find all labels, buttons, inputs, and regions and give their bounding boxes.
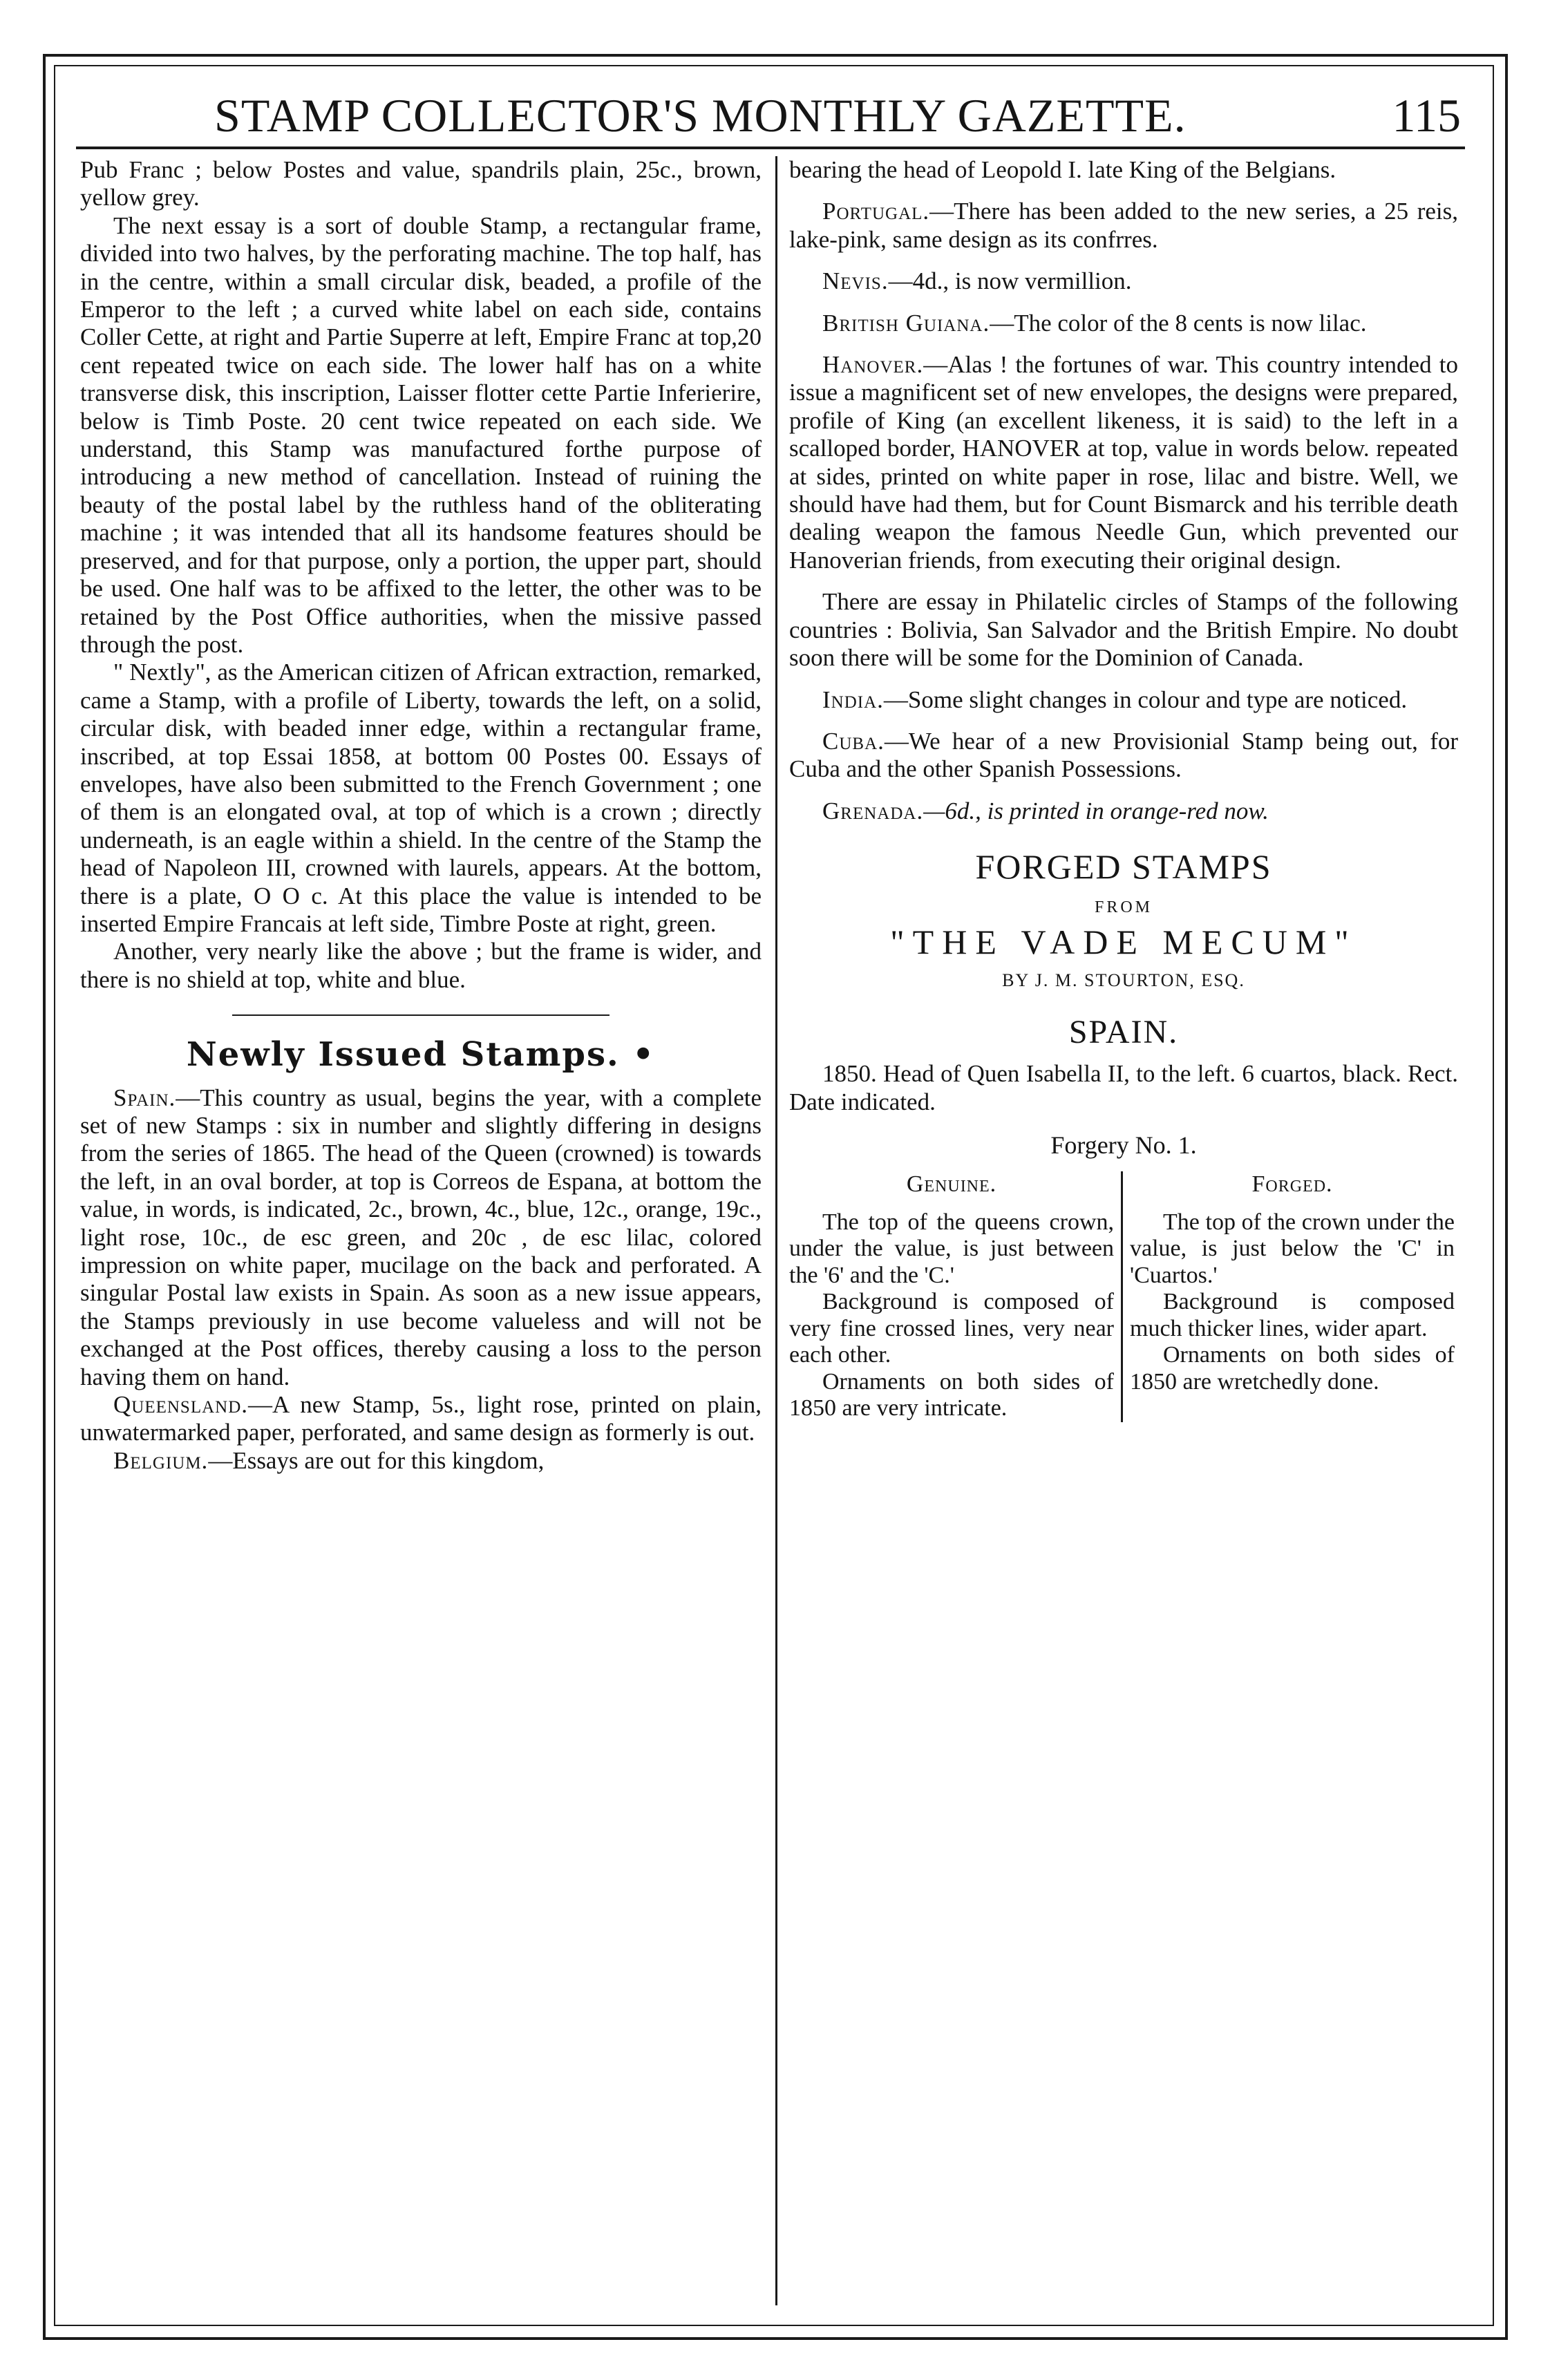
left-column: [80, 156, 762, 2292]
paragraph-double-stamp: The next essay is a sort of double Stamp, a rectangular frame, divided into two halves, by the perforating machine. The top half, has in the centre, within a small circular disk, beaded, a profile of the Emperor to the left ; a curved white label on each side, contains Coller Cette, at right and Partie Superre at left, Empire Franc at top,20 cent repeated twice on each side. The lower half has on a white transverse disk, this inscription, Laisser flotter cette Partie Inferierire, below is Timb Poste. 20 cent twice repeated on each side. We understand, this Stamp was manufactured forthe purpose of introducing a new method of cancellation. Instead of ruining the beauty of the postal label by the ruthless hand of the obliterating machine ; it was intended that all its handsome features should be preserved, and for that purpose, only a portion, the upper part, should be used. One half was to be affixed to the letter, the other was to be retained by the Post Office authorities, when the missive passed through the post.: [80, 211, 762, 658]
entry-india: [789, 686, 1458, 714]
entry-hanover: [789, 351, 1458, 574]
spain-1850-description: 1850. Head of Quen Isabella II, to the left. 6 cuartos, black. Rect. Date indicated.: [789, 1060, 1458, 1115]
genuine-point: The top of the queens crown, under the value, is just between the '6' and the 'C.': [789, 1209, 1114, 1288]
comparison-table: [789, 1171, 1458, 1422]
entry-label: India.: [822, 686, 884, 713]
entry-text: —4d., is now vermillion.: [888, 267, 1132, 295]
forged-column: [1130, 1171, 1455, 1422]
forged-point: Background is composed much thicker lines, wider apart.: [1130, 1289, 1455, 1341]
entry-text: —The color of the 8 cents is now lilac.: [990, 309, 1367, 337]
entry-text: —Alas ! the fortunes of war. This country intended to issue a magnificent set of new envelopes, the designs were prepared, profile of King (an excellent likeness, it is said) to the left in a scalloped border, HANOVER at top, value in words below. repeated at sides, printed on white paper in rose, lilac and bistre. Well, we should have had them, but for Count Bismarck and his terrible death dealing weapon the famous Needle Gun, which prevented our Hanoverian friends, from executing their original design.: [789, 351, 1458, 574]
entry-spain: [80, 1084, 762, 1391]
newly-issued-heading: Newly Issued Stamps. •: [186, 1035, 656, 1075]
genuine-point: Background is composed of very fine crossed lines, very near each other.: [789, 1289, 1114, 1368]
entry-belgium-continued: bearing the head of Leopold I. late King of the Belgians.: [789, 156, 1336, 183]
right-column: [789, 156, 1458, 2292]
entry-british-guiana: [789, 310, 1458, 337]
entry-portugal: [789, 198, 1458, 254]
section-rule: [232, 1014, 609, 1016]
column-divider: [775, 156, 777, 2305]
entry-label: Cuba.: [822, 727, 885, 755]
entry-grenada: [789, 797, 1458, 825]
header-rule: [76, 147, 1465, 149]
entry-text: —6d., is printed in orange-red now.: [923, 797, 1269, 824]
page-number: 115: [1392, 89, 1461, 142]
spain-heading: SPAIN.: [1068, 1013, 1179, 1050]
entry-label: Queensland.: [113, 1391, 249, 1419]
forgery-number: Forgery No. 1.: [1050, 1131, 1197, 1159]
paragraph-nextly: " Nextly", as the American citizen of African extraction, remarked, came a Stamp, with a profile of Liberty, towards the left, on a solid, circular disk, with beaded inner edge, within a rectangular frame, inscribed, at top Essai 1858, at bottom 00 Postes 00. Essays of envelopes, have also been submitted to the French Government ; one of them is an elongated oval, at top of which is a crown ; directly underneath, is an eagle within a shield. In the centre of the Stamp the head of Napoleon III, crowned with laurels, appears. At the bottom, there is a plate, O O c. At this place the value is intended to be inserted Empire Francais at left side, Timbre Poste at right, green.: [80, 659, 762, 937]
entry-label: British Guiana.: [822, 309, 990, 337]
genuine-column: [789, 1171, 1114, 1422]
entry-label: Nevis.: [822, 267, 889, 295]
entry-text: —Essays are out for this kingdom,: [208, 1446, 545, 1474]
journal-title: STAMP COLLECTOR'S MONTHLY GAZETTE.: [214, 89, 1187, 142]
forged-stamps-heading: FORGED STAMPS: [975, 847, 1272, 887]
entry-label: Grenada.: [822, 797, 924, 824]
forged-point: The top of the crown under the value, is just below the 'C' in 'Cuartos.': [1130, 1209, 1455, 1288]
paragraph-essays: There are essay in Philatelic circles of Stamps of the following countries : Bolivia, San Salvador and the British Empire. No doubt soon there will be some for the Dominion of Canada.: [789, 588, 1458, 672]
paragraph-pub-franc: Pub Franc ; below Postes and value, spandrils plain, 25c., brown, yellow grey.: [80, 156, 762, 211]
from-label: FROM: [1094, 898, 1153, 916]
entry-label: Portugal.: [822, 198, 930, 225]
vade-mecum-title: "THE VADE MECUM": [890, 922, 1357, 961]
running-header: [76, 83, 1465, 152]
comparison-divider: [1121, 1171, 1123, 1422]
entry-text: —We hear of a new Provisionial Stamp being out, for Cuba and the other Spanish Possessions.: [789, 727, 1458, 783]
entry-label: Belgium.: [113, 1446, 209, 1474]
forged-point: Ornaments on both sides of 1850 are wretchedly done.: [1130, 1342, 1455, 1395]
entry-text: —A new Stamp, 5s., light rose, printed on plain, unwatermarked paper, perforated, and same design as formerly is out.: [80, 1391, 762, 1446]
entry-text: —There has been added to the new series, a 25 reis, lake-pink, same design as its confrres.: [789, 198, 1458, 253]
entry-cuba: [789, 728, 1458, 784]
entry-label: Spain.: [113, 1084, 176, 1111]
entry-label: Hanover.: [822, 351, 924, 379]
forged-heading: Forged.: [1251, 1171, 1333, 1198]
author-byline: BY J. M. STOURTON, ESQ.: [1002, 970, 1245, 991]
entry-nevis: [789, 267, 1458, 295]
paragraph-another: Another, very nearly like the above ; but the frame is wider, and there is no shield at top, white and blue.: [80, 938, 762, 993]
genuine-heading: Genuine.: [906, 1171, 997, 1198]
genuine-point: Ornaments on both sides of 1850 are very intricate.: [789, 1368, 1114, 1422]
entry-text: —This country as usual, begins the year, with a complete set of new Stamps : six in number and slightly differing in designs from the series of 1865. The head of the Queen (crowned) is towards the left, in an oval border, at top is Correos de Espana, at bottom the value, in words, is indicated, 2c., brown, 4c., blue, 12c., orange, 19c., light rose, 10c., de esc green, and 20c , de esc lilac, colored impression on white paper, mucilage on the back and perforated. A singular Postal law exists in Spain. As soon as a new issue appears, the Stamps previously in use become valueless and will not be exchanged at the Post offices, thereby causing a loss to the person having them on hand.: [80, 1084, 762, 1390]
entry-belgium: [80, 1447, 762, 1475]
entry-queensland: [80, 1391, 762, 1447]
entry-text: —Some slight changes in colour and type are noticed.: [883, 686, 1408, 713]
